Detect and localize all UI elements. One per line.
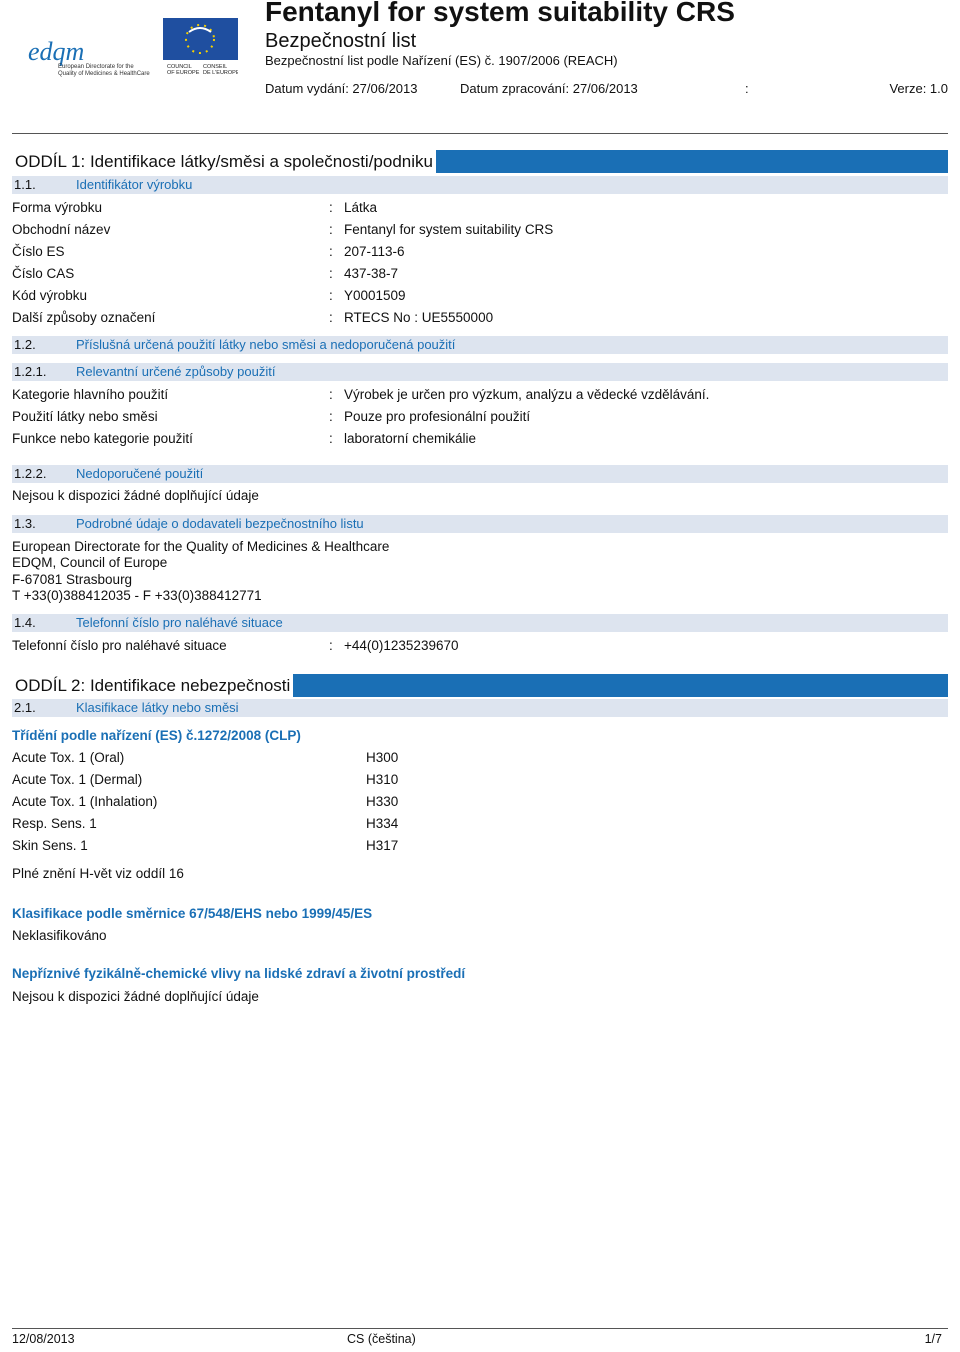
version: Verze: 1.0 — [889, 81, 948, 96]
use-label: Funkce nebo kategorie použití — [12, 431, 193, 446]
field-value: Y0001509 — [344, 288, 406, 303]
footer-rule — [12, 1328, 948, 1329]
section-2-title: ODDÍL 2: Identifikace nebezpečnosti — [12, 674, 293, 697]
subsection-1-2-2 — [12, 465, 948, 483]
supplier-line: F-67081 Strasbourg — [12, 572, 133, 587]
field-label: Číslo ES — [12, 244, 65, 259]
use-value: Výrobek je určen pro výzkum, analýzu a vědecké vzdělávání. — [344, 387, 710, 402]
effects-heading: Nepříznivé fyzikálně-chemické vlivy na lidské zdraví a životní prostředí — [12, 966, 466, 981]
effects-text: Nejsou k dispozici žádné doplňující údaje — [12, 989, 259, 1004]
subsection-title: Klasifikace látky nebo směsi — [76, 700, 239, 715]
field-value: Fentanyl for system suitability CRS — [344, 222, 554, 237]
edqm-logo — [28, 38, 153, 78]
clp-hazard: H317 — [366, 838, 399, 853]
clp-class: Skin Sens. 1 — [12, 838, 88, 853]
section-1-title: ODDÍL 1: Identifikace látky/směsi a společnosti/podniku — [12, 150, 436, 173]
issue-date: Datum vydání: 27/06/2013 — [265, 81, 418, 96]
clp-hazard: H330 — [366, 794, 399, 809]
subsection-title: Identifikátor výrobku — [76, 177, 193, 192]
subsection-title: Nedoporučené použití — [76, 466, 204, 481]
field-label: Kód výrobku — [12, 288, 88, 303]
subsection-2-1 — [12, 699, 948, 717]
clp-heading: Třídění podle nařízení (ES) č.1272/2008 (CLP) — [12, 728, 301, 743]
subsection-number: 1.2. — [14, 337, 36, 352]
revision-date: Datum zpracování: 27/06/2013 — [460, 81, 638, 96]
use-label: Kategorie hlavního použití — [12, 387, 169, 402]
footer-page: 1/7 — [924, 1332, 942, 1346]
clp-hazard: H300 — [366, 750, 399, 765]
field-value: 207-113-6 — [344, 244, 405, 259]
edqm-logo-caption-1: European Directorate for the — [58, 64, 134, 70]
subsection-title: Podrobné údaje o dodavateli bezpečnostního listu — [76, 516, 364, 531]
supplier-line: European Directorate for the Quality of Medicines & Healthcare — [12, 539, 390, 554]
subsection-number: 1.2.1. — [14, 364, 47, 379]
subsection-number: 1.3. — [14, 516, 36, 531]
use-value: Pouze pro profesionální použití — [344, 409, 531, 424]
use-value: laboratorní chemikálie — [344, 431, 477, 446]
coe-left-2: OF EUROPE — [167, 70, 200, 76]
subsection-number: 2.1. — [14, 700, 36, 715]
field-value: Látka — [344, 200, 378, 215]
subsection-1-2 — [12, 336, 948, 354]
document-title: Fentanyl for system suitability CRS — [265, 0, 735, 27]
header-rule — [12, 133, 948, 134]
field-label: Forma výrobku — [12, 200, 103, 215]
subsection-title: Relevantní určené způsoby použití — [76, 364, 276, 379]
subsection-1-3 — [12, 515, 948, 533]
subsection-number: 1.1. — [14, 177, 36, 192]
subsection-title: Telefonní číslo pro naléhavé situace — [76, 615, 283, 630]
clp-class: Acute Tox. 1 (Inhalation) — [12, 794, 158, 809]
field-colon: : — [329, 266, 333, 281]
regulation-note: Bezpečnostní list podle Nařízení (ES) č. 1907/2006 (REACH) — [265, 53, 618, 68]
field-colon: : — [329, 200, 333, 215]
document-subtitle: Bezpečnostní list — [265, 30, 417, 52]
field-colon: : — [329, 638, 333, 653]
footer-language: CS (čeština) — [347, 1332, 416, 1346]
edqm-logo-caption-2: Quality of Medicines & HealthCare — [58, 71, 150, 77]
clp-hazard: H310 — [366, 772, 399, 787]
field-label: Další způsoby označení — [12, 310, 156, 325]
dsd-heading: Klasifikace podle směrnice 67/548/EHS nebo 1999/45/ES — [12, 906, 373, 921]
coe-right-2: DE L'EUROPE — [203, 70, 238, 76]
emergency-label: Telefonní číslo pro naléhavé situace — [12, 638, 227, 653]
council-of-europe-logo — [163, 18, 238, 76]
field-colon: : — [329, 310, 333, 325]
dsd-text: Neklasifikováno — [12, 928, 107, 943]
field-label: Číslo CAS — [12, 266, 75, 281]
h-phrases-note: Plné znění H-vět viz oddíl 16 — [12, 866, 184, 881]
subsection-number: 1.2.2. — [14, 466, 47, 481]
section-2-bar — [12, 674, 948, 697]
subsection-1-2-1 — [12, 363, 948, 381]
supplier-line: T +33(0)388412035 - F +33(0)388412771 — [12, 588, 262, 603]
clp-class: Resp. Sens. 1 — [12, 816, 97, 831]
clp-class: Acute Tox. 1 (Oral) — [12, 750, 125, 765]
field-colon: : — [329, 431, 333, 446]
edqm-logo-text: edqm — [28, 38, 85, 66]
supplier-line: EDQM, Council of Europe — [12, 555, 168, 570]
meta-colon: : — [745, 81, 749, 96]
subsection-1-1 — [12, 176, 948, 194]
subsection-title: Příslušná určená použití látky nebo směsi a nedoporučená použití — [76, 337, 456, 352]
clp-class: Acute Tox. 1 (Dermal) — [12, 772, 143, 787]
field-label: Obchodní název — [12, 222, 111, 237]
field-colon: : — [329, 222, 333, 237]
subsection-1-4 — [12, 614, 948, 632]
coe-left-1: COUNCIL — [167, 64, 192, 70]
subsection-number: 1.4. — [14, 615, 36, 630]
field-colon: : — [329, 409, 333, 424]
emergency-phone: +44(0)1235239670 — [344, 638, 459, 653]
footer-date: 12/08/2013 — [12, 1332, 75, 1346]
not-recommended-text: Nejsou k dispozici žádné doplňující údaje — [12, 488, 259, 503]
clp-hazard: H334 — [366, 816, 399, 831]
field-colon: : — [329, 288, 333, 303]
field-value: 437-38-7 — [344, 266, 399, 281]
field-value: RTECS No : UE5550000 — [344, 310, 494, 325]
field-colon: : — [329, 387, 333, 402]
use-label: Použití látky nebo směsi — [12, 409, 158, 424]
coe-right-1: CONSEIL — [203, 64, 228, 70]
field-colon: : — [329, 244, 333, 259]
section-1-bar — [12, 150, 948, 173]
